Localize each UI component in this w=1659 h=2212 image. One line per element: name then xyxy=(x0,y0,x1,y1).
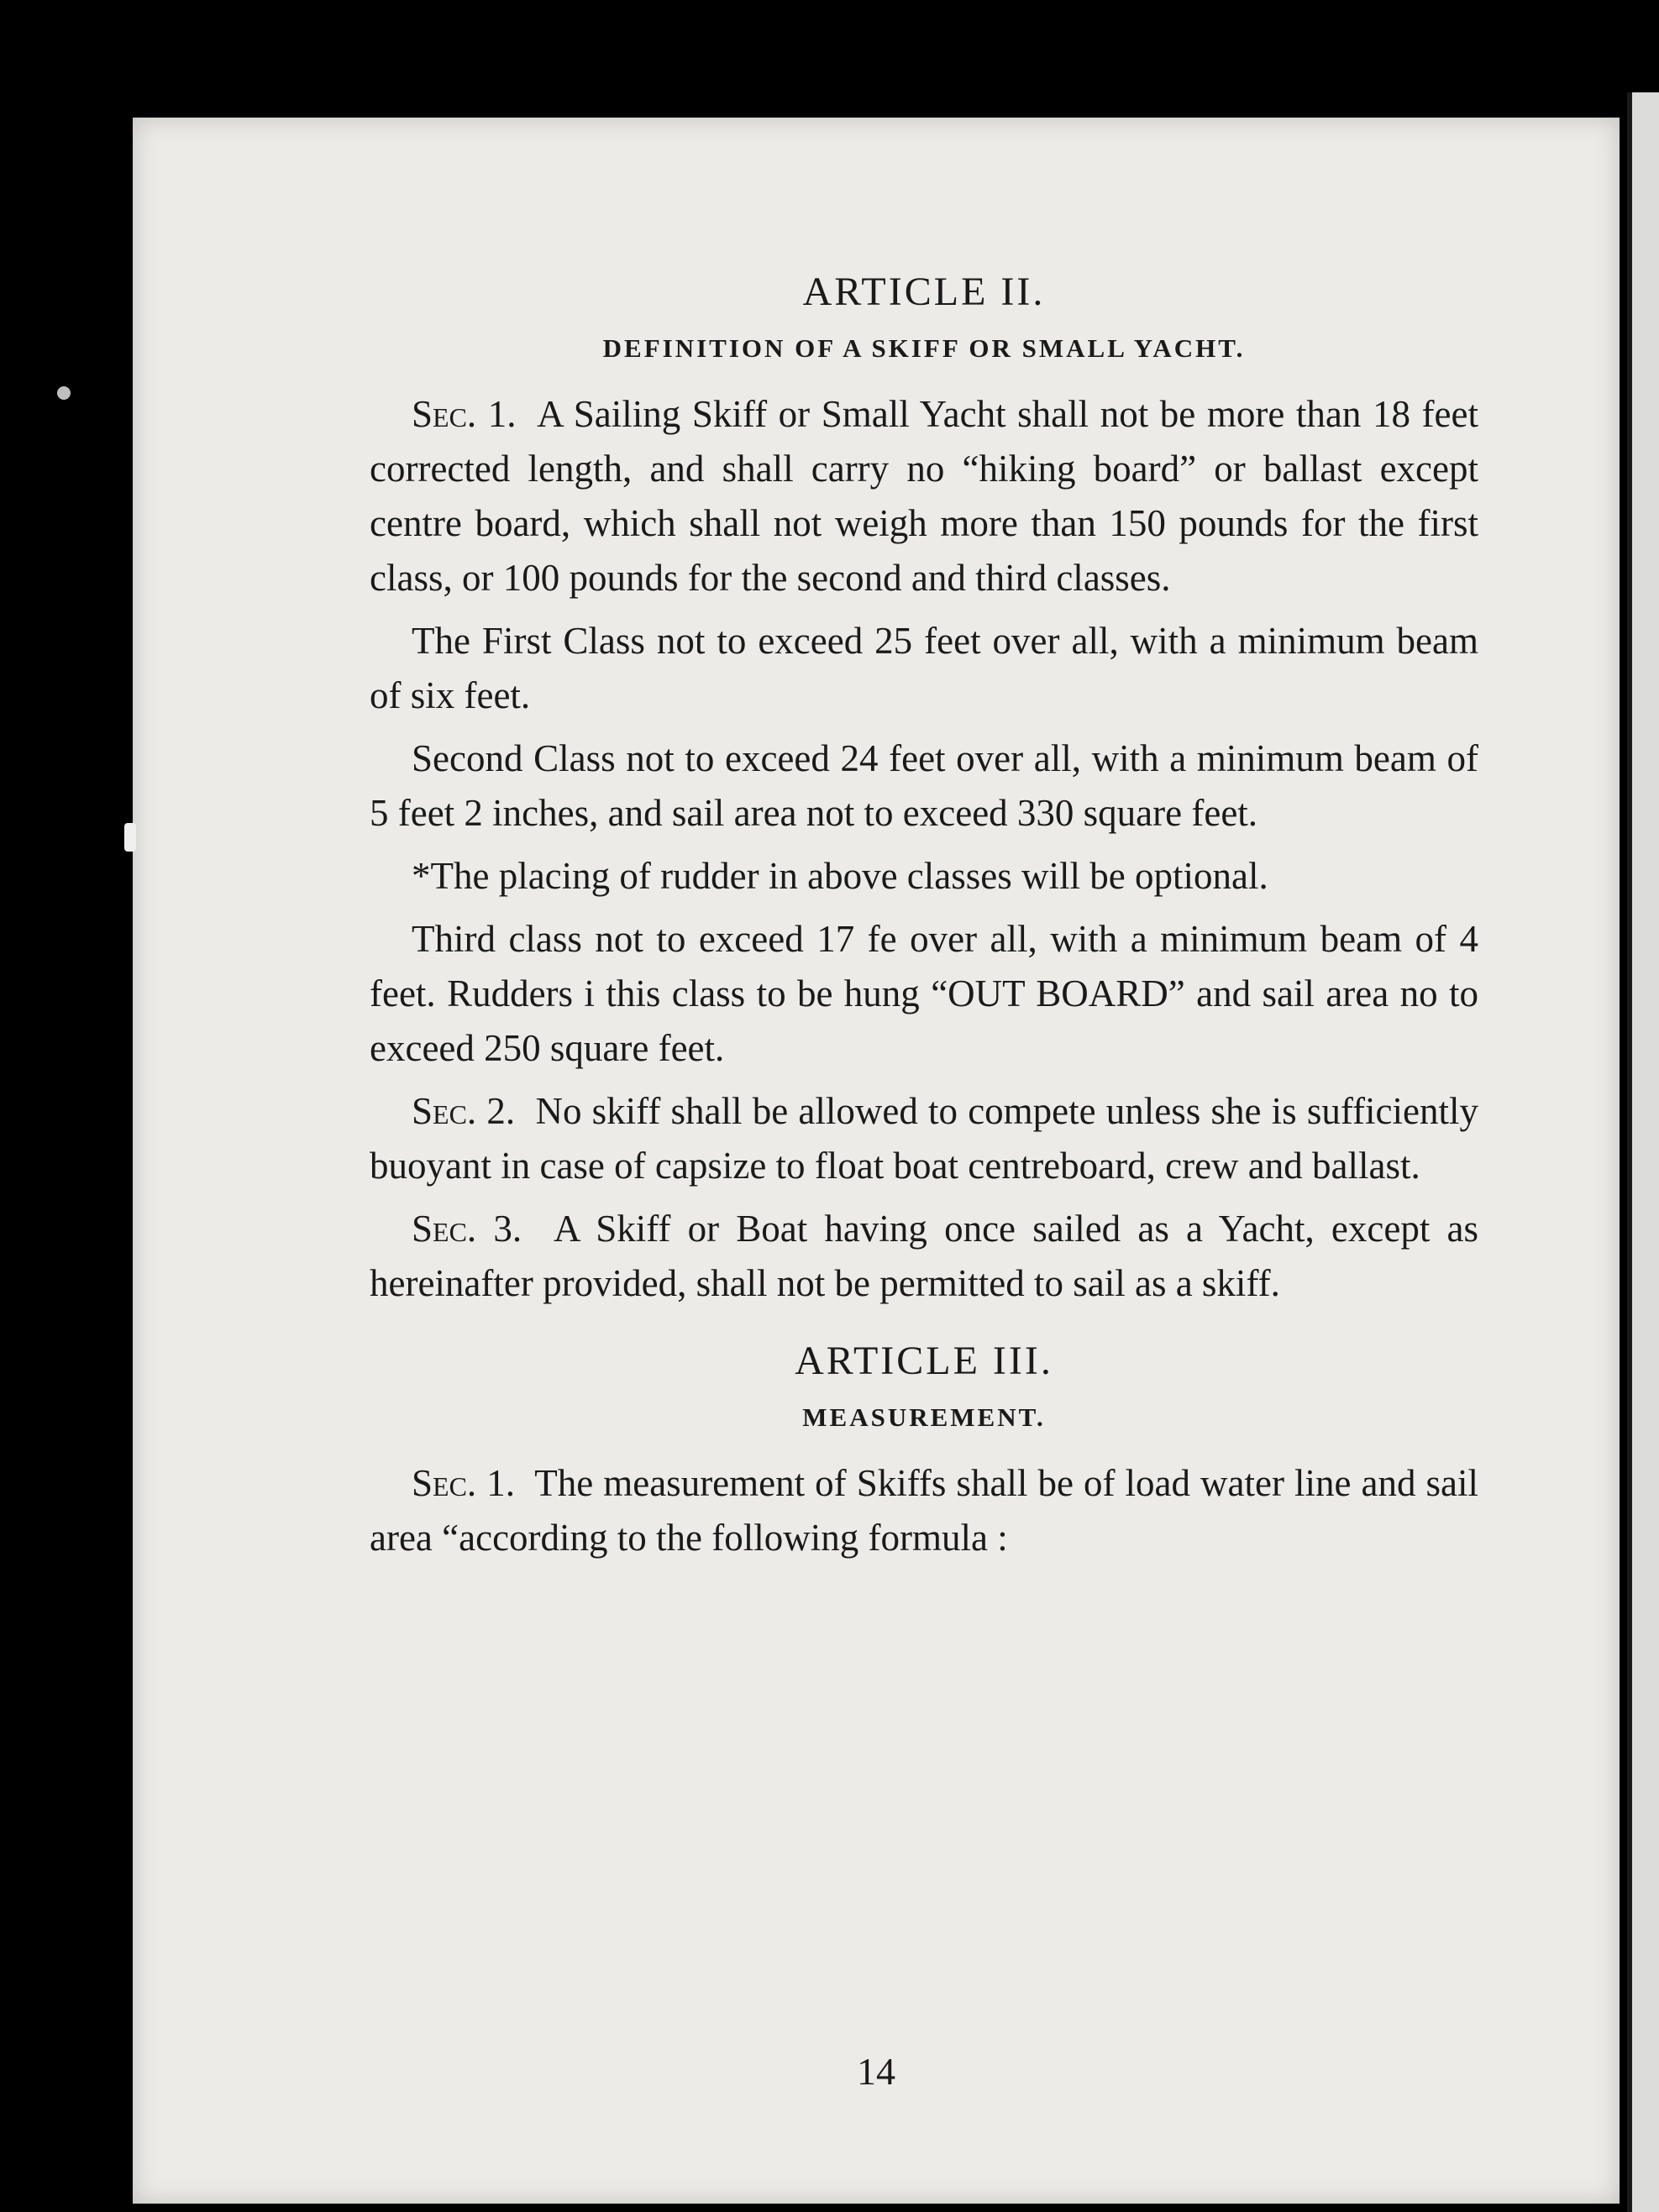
adjacent-page-edge xyxy=(1627,92,1632,2212)
article-2-section-2 xyxy=(370,1084,1478,1193)
third-class-paragraph xyxy=(370,912,1478,1076)
article-2-title: ARTICLE II. xyxy=(802,270,1046,314)
paragraph-text: Second Class not to exceed 24 feet over all, with a minimum beam of 5 feet 2 inches, and sail area not to exceed 330 square feet. xyxy=(370,737,1478,834)
article-2-section-1 xyxy=(370,387,1478,605)
article-3-section-1 xyxy=(370,1456,1478,1565)
rudder-note-paragraph xyxy=(370,849,1478,904)
article-2-section-3 xyxy=(370,1202,1478,1311)
section-label: Sec. 1. xyxy=(412,393,517,435)
page-number: 14 xyxy=(857,2050,895,2093)
first-class-paragraph xyxy=(370,614,1478,723)
paragraph-text: The First Class not to exceed 25 feet over all, with a minimum beam of six feet. xyxy=(370,620,1478,716)
article-2-subtitle: DEFINITION OF A SKIFF OR SMALL YACHT. xyxy=(602,333,1246,363)
section-text: A Sailing Skiff or Small Yacht shall not be more than 18 feet corrected length, and shall carry no “hiking board” or ballast except centre board, which shall not weigh more than 150 pounds for the first class, or 100 pounds for the second and third classes. xyxy=(370,393,1478,599)
paper-speck xyxy=(124,823,136,852)
article-text-block xyxy=(370,269,1478,1574)
section-label: Sec. 3. xyxy=(412,1208,522,1250)
document-page xyxy=(133,118,1620,2204)
paragraph-text: Third class not to exceed 17 fe over all, with a minimum beam of 4 feet. Rudders i this class to be hung “OUT BOARD” and sail area no to exceed 250 square feet. xyxy=(370,918,1478,1069)
section-text: The measurement of Skiffs shall be of load water line and sail area “according to the following formula : xyxy=(370,1462,1479,1559)
paper-speck xyxy=(57,386,71,400)
section-label: Sec. 1. xyxy=(412,1462,515,1504)
paragraph-text: *The placing of rudder in above classes will be optional. xyxy=(412,855,1268,897)
section-label: Sec. 2. xyxy=(412,1090,516,1132)
section-text: No skiff shall be allowed to compete unless she is sufficiently buoyant in case of capsize to float boat centreboard, crew and ballast. xyxy=(370,1090,1478,1187)
second-class-paragraph xyxy=(370,731,1478,841)
article-3-title: ARTICLE III. xyxy=(795,1339,1053,1383)
article-3-subtitle: MEASUREMENT. xyxy=(802,1402,1046,1432)
section-text: A Skiff or Boat having once sailed as a Yacht, except as hereinafter provided, shall not be permitted to sail as a skiff. xyxy=(370,1208,1478,1304)
